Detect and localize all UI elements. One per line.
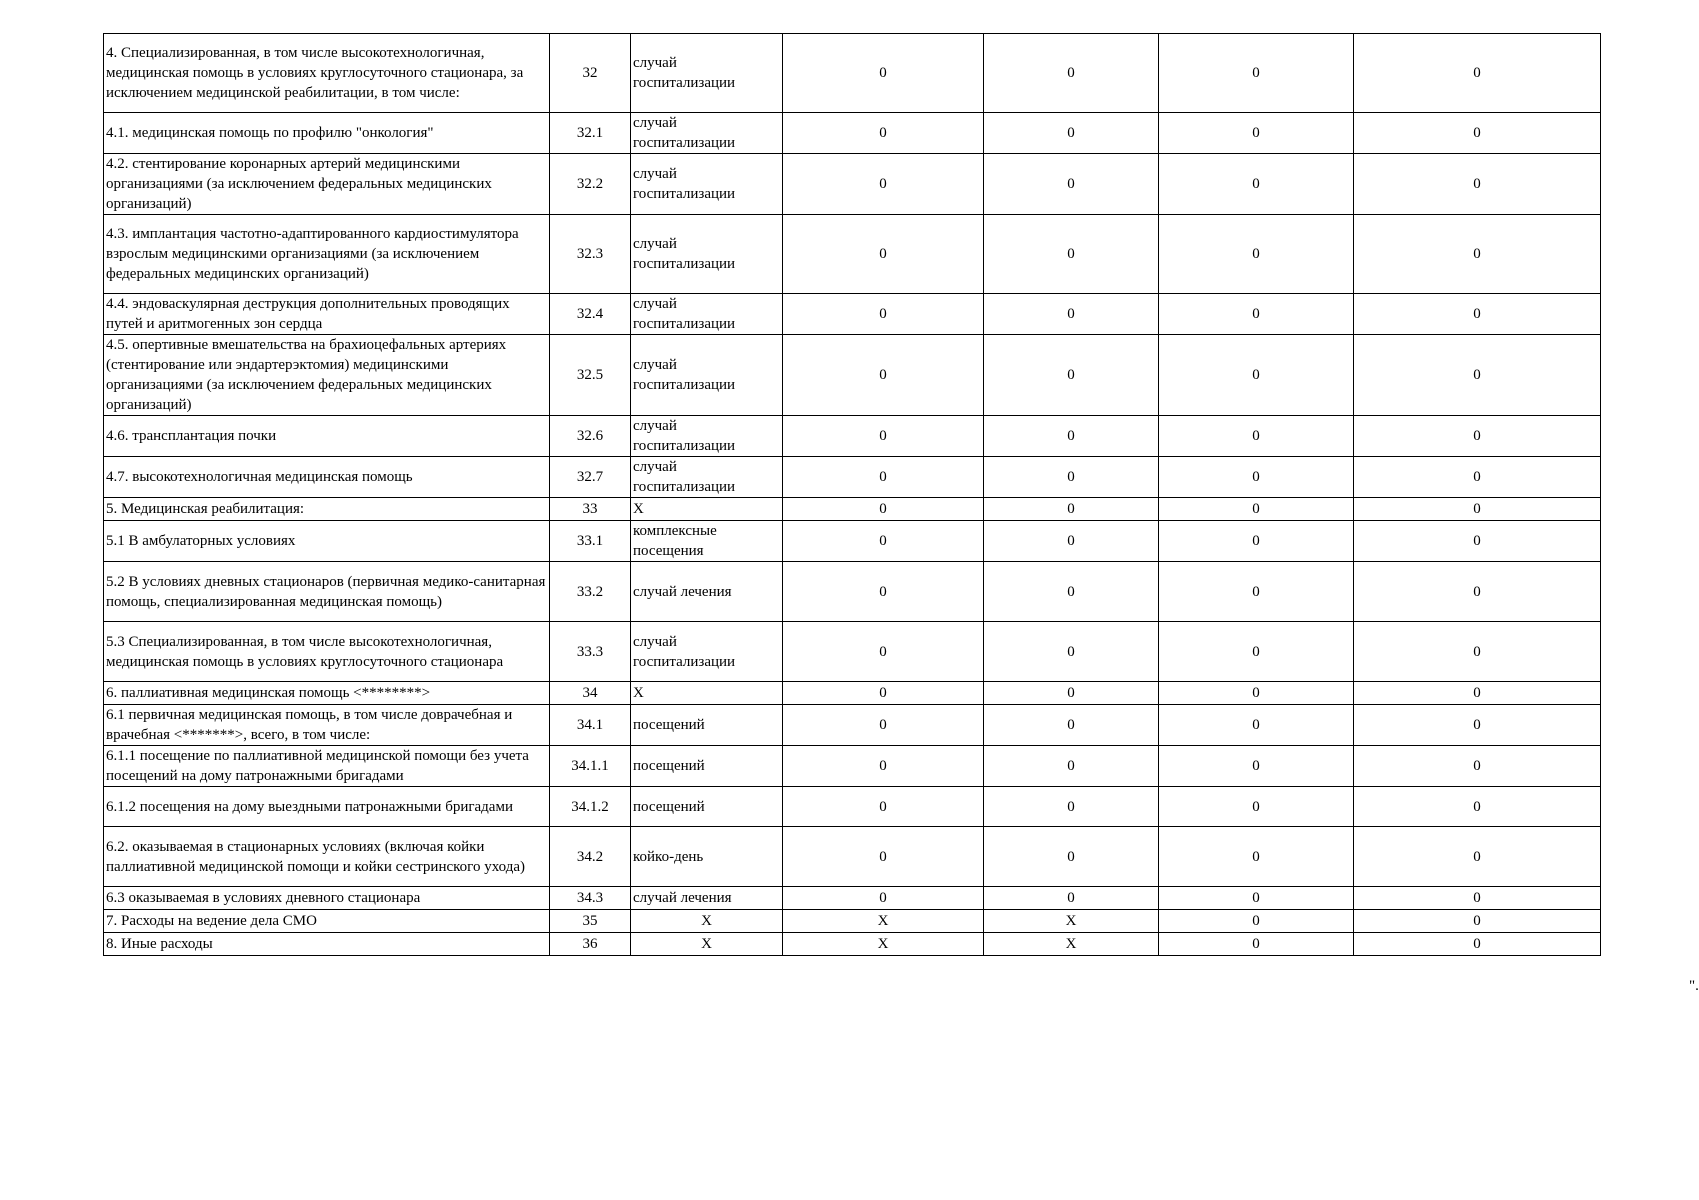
row-value-cell: Х xyxy=(783,933,984,956)
table-row xyxy=(104,887,1601,910)
row-value-cell: 0 xyxy=(1354,34,1601,113)
row-value-cell: 0 xyxy=(783,746,984,787)
row-name-cell: 4.1. медицинская помощь по профилю "онкология" xyxy=(104,113,550,154)
row-unit-cell: посещений xyxy=(631,705,783,746)
row-value-cell: 0 xyxy=(1159,705,1354,746)
row-name-cell: 4. Специализированная, в том числе высокотехнологичная, медицинская помощь в условиях круглосуточного стационара, за исключением медицинской реабилитации, в том числе: xyxy=(104,34,550,113)
row-name-cell: 5.2 В условиях дневных стационаров (первичная медико-санитарная помощь, специализированная медицинская помощь) xyxy=(104,562,550,622)
row-value-cell: 0 xyxy=(984,705,1159,746)
row-name-cell: 5.3 Специализированная, в том числе высокотехнологичная, медицинская помощь в условиях круглосуточного стационара xyxy=(104,622,550,682)
row-value-cell: 0 xyxy=(1159,335,1354,416)
row-value-cell: 0 xyxy=(1159,498,1354,521)
row-value-cell: 0 xyxy=(984,622,1159,682)
row-unit-cell: Х xyxy=(631,910,783,933)
table-row xyxy=(104,562,1601,622)
row-value-cell: 0 xyxy=(1159,562,1354,622)
row-unit-cell: Х xyxy=(631,682,783,705)
row-value-cell: 0 xyxy=(1354,498,1601,521)
table-row xyxy=(104,682,1601,705)
row-code-cell: 36 xyxy=(550,933,631,956)
row-code-cell: 33.2 xyxy=(550,562,631,622)
row-value-cell: 0 xyxy=(783,498,984,521)
row-value-cell: 0 xyxy=(783,562,984,622)
row-name-cell: 4.4. эндоваскулярная деструкция дополнительных проводящих путей и аритмогенных зон сердца xyxy=(104,294,550,335)
row-value-cell: 0 xyxy=(783,787,984,827)
row-name-cell: 4.7. высокотехнологичная медицинская помощь xyxy=(104,457,550,498)
row-value-cell: 0 xyxy=(1354,910,1601,933)
row-code-cell: 32.4 xyxy=(550,294,631,335)
row-value-cell: 0 xyxy=(1159,787,1354,827)
row-value-cell: 0 xyxy=(1354,887,1601,910)
table-body xyxy=(104,34,1601,956)
row-value-cell: 0 xyxy=(783,294,984,335)
row-value-cell: 0 xyxy=(1354,113,1601,154)
table-row xyxy=(104,910,1601,933)
row-unit-cell: случай госпитализации xyxy=(631,34,783,113)
financing-table xyxy=(103,33,1601,956)
row-name-cell: 5.1 В амбулаторных условиях xyxy=(104,521,550,562)
row-value-cell: 0 xyxy=(1159,827,1354,887)
row-name-cell: 6.2. оказываемая в стационарных условиях (включая койки паллиативной медицинской помощи и койки сестринского ухода) xyxy=(104,827,550,887)
row-unit-cell: случай госпитализации xyxy=(631,416,783,457)
table-row xyxy=(104,787,1601,827)
table-row xyxy=(104,622,1601,682)
row-value-cell: 0 xyxy=(984,215,1159,294)
row-name-cell: 6.3 оказываемая в условиях дневного стационара xyxy=(104,887,550,910)
row-code-cell: 33.1 xyxy=(550,521,631,562)
row-value-cell: 0 xyxy=(1159,457,1354,498)
row-value-cell: 0 xyxy=(1354,746,1601,787)
row-code-cell: 33.3 xyxy=(550,622,631,682)
row-value-cell: 0 xyxy=(783,827,984,887)
table-row xyxy=(104,335,1601,416)
row-value-cell: 0 xyxy=(984,294,1159,335)
row-unit-cell: Х xyxy=(631,933,783,956)
row-name-cell: 6. паллиативная медицинская помощь <********> xyxy=(104,682,550,705)
table-row xyxy=(104,154,1601,215)
row-value-cell: 0 xyxy=(984,34,1159,113)
row-value-cell: 0 xyxy=(783,34,984,113)
row-code-cell: 32.2 xyxy=(550,154,631,215)
row-unit-cell: случай лечения xyxy=(631,562,783,622)
row-value-cell: 0 xyxy=(1354,562,1601,622)
table-row xyxy=(104,498,1601,521)
row-name-cell: 7. Расходы на ведение дела СМО xyxy=(104,910,550,933)
row-value-cell: 0 xyxy=(984,562,1159,622)
document-page xyxy=(103,33,1699,994)
row-unit-cell: случай госпитализации xyxy=(631,335,783,416)
row-value-cell: 0 xyxy=(1159,215,1354,294)
row-code-cell: 34.1.1 xyxy=(550,746,631,787)
row-value-cell: 0 xyxy=(1159,887,1354,910)
row-value-cell: 0 xyxy=(1354,521,1601,562)
row-value-cell: 0 xyxy=(783,682,984,705)
table-row xyxy=(104,215,1601,294)
row-name-cell: 4.3. имплантация частотно-адаптированного кардиостимулятора взрослым медицинскими организациями (за исключением федеральных медицинских организаций) xyxy=(104,215,550,294)
row-value-cell: 0 xyxy=(783,215,984,294)
row-value-cell: Х xyxy=(984,933,1159,956)
row-name-cell: 4.6. трансплантация почки xyxy=(104,416,550,457)
row-unit-cell: случай госпитализации xyxy=(631,622,783,682)
row-code-cell: 33 xyxy=(550,498,631,521)
row-unit-cell: посещений xyxy=(631,787,783,827)
row-name-cell: 4.2. стентирование коронарных артерий медицинскими организациями (за исключением федеральных медицинских организаций) xyxy=(104,154,550,215)
row-value-cell: 0 xyxy=(1354,457,1601,498)
row-value-cell: 0 xyxy=(1354,682,1601,705)
row-code-cell: 32 xyxy=(550,34,631,113)
row-code-cell: 32.7 xyxy=(550,457,631,498)
row-value-cell: 0 xyxy=(1354,416,1601,457)
row-value-cell: 0 xyxy=(783,154,984,215)
row-unit-cell: случай госпитализации xyxy=(631,113,783,154)
row-unit-cell: случай госпитализации xyxy=(631,457,783,498)
row-value-cell: 0 xyxy=(1354,705,1601,746)
row-value-cell: 0 xyxy=(1159,933,1354,956)
row-unit-cell: посещений xyxy=(631,746,783,787)
row-value-cell: 0 xyxy=(1354,827,1601,887)
row-name-cell: 6.1.1 посещение по паллиативной медицинской помощи без учета посещений на дому патронажными бригадами xyxy=(104,746,550,787)
row-value-cell: 0 xyxy=(984,887,1159,910)
row-value-cell: 0 xyxy=(1159,113,1354,154)
table-row xyxy=(104,416,1601,457)
row-unit-cell: случай госпитализации xyxy=(631,294,783,335)
row-value-cell: 0 xyxy=(783,113,984,154)
row-value-cell: 0 xyxy=(1354,154,1601,215)
closing-quote-mark: ". xyxy=(1689,978,1699,994)
row-value-cell: 0 xyxy=(1159,622,1354,682)
row-code-cell: 32.1 xyxy=(550,113,631,154)
row-value-cell: 0 xyxy=(984,746,1159,787)
row-value-cell: 0 xyxy=(1159,910,1354,933)
row-unit-cell: Х xyxy=(631,498,783,521)
row-code-cell: 32.6 xyxy=(550,416,631,457)
row-value-cell: 0 xyxy=(783,416,984,457)
row-name-cell: 8. Иные расходы xyxy=(104,933,550,956)
row-value-cell: 0 xyxy=(1159,416,1354,457)
row-code-cell: 32.3 xyxy=(550,215,631,294)
row-value-cell: 0 xyxy=(984,457,1159,498)
row-value-cell: 0 xyxy=(783,335,984,416)
row-name-cell: 6.1.2 посещения на дому выездными патронажными бригадами xyxy=(104,787,550,827)
row-name-cell: 4.5. опертивные вмешательства на брахиоцефальных артериях (стентирование или эндартерэктомия) медицинскими организациями (за исключением федеральных медицинских организаций) xyxy=(104,335,550,416)
row-value-cell: 0 xyxy=(984,154,1159,215)
table-row xyxy=(104,294,1601,335)
table-row xyxy=(104,521,1601,562)
row-value-cell: 0 xyxy=(1159,746,1354,787)
row-value-cell: 0 xyxy=(984,827,1159,887)
row-value-cell: 0 xyxy=(1354,787,1601,827)
row-unit-cell: случай госпитализации xyxy=(631,215,783,294)
row-value-cell: 0 xyxy=(984,498,1159,521)
row-value-cell: 0 xyxy=(1354,335,1601,416)
row-name-cell: 5. Медицинская реабилитация: xyxy=(104,498,550,521)
row-value-cell: 0 xyxy=(783,887,984,910)
row-code-cell: 34.1.2 xyxy=(550,787,631,827)
table-row xyxy=(104,457,1601,498)
row-value-cell: 0 xyxy=(984,335,1159,416)
row-code-cell: 32.5 xyxy=(550,335,631,416)
table-row xyxy=(104,34,1601,113)
row-value-cell: 0 xyxy=(984,787,1159,827)
table-row xyxy=(104,113,1601,154)
row-value-cell: 0 xyxy=(783,622,984,682)
row-value-cell: 0 xyxy=(984,113,1159,154)
table-row xyxy=(104,746,1601,787)
row-name-cell: 6.1 первичная медицинская помощь, в том числе доврачебная и врачебная <*******>, всего, в том числе: xyxy=(104,705,550,746)
row-value-cell: 0 xyxy=(1159,294,1354,335)
row-value-cell: 0 xyxy=(783,457,984,498)
row-value-cell: 0 xyxy=(1354,622,1601,682)
row-value-cell: 0 xyxy=(1159,521,1354,562)
row-code-cell: 34.3 xyxy=(550,887,631,910)
row-unit-cell: случай лечения xyxy=(631,887,783,910)
row-value-cell: 0 xyxy=(1159,154,1354,215)
row-value-cell: 0 xyxy=(1159,682,1354,705)
row-unit-cell: комплексные посещения xyxy=(631,521,783,562)
table-row xyxy=(104,705,1601,746)
row-code-cell: 34.1 xyxy=(550,705,631,746)
row-code-cell: 35 xyxy=(550,910,631,933)
row-code-cell: 34 xyxy=(550,682,631,705)
row-code-cell: 34.2 xyxy=(550,827,631,887)
row-value-cell: Х xyxy=(783,910,984,933)
row-value-cell: 0 xyxy=(984,521,1159,562)
row-value-cell: Х xyxy=(984,910,1159,933)
row-value-cell: 0 xyxy=(783,521,984,562)
row-unit-cell: случай госпитализации xyxy=(631,154,783,215)
row-value-cell: 0 xyxy=(1354,294,1601,335)
row-value-cell: 0 xyxy=(1354,933,1601,956)
table-row xyxy=(104,827,1601,887)
row-value-cell: 0 xyxy=(984,416,1159,457)
row-value-cell: 0 xyxy=(783,705,984,746)
row-value-cell: 0 xyxy=(1354,215,1601,294)
row-value-cell: 0 xyxy=(1159,34,1354,113)
row-unit-cell: койко-день xyxy=(631,827,783,887)
row-value-cell: 0 xyxy=(984,682,1159,705)
table-row xyxy=(104,933,1601,956)
